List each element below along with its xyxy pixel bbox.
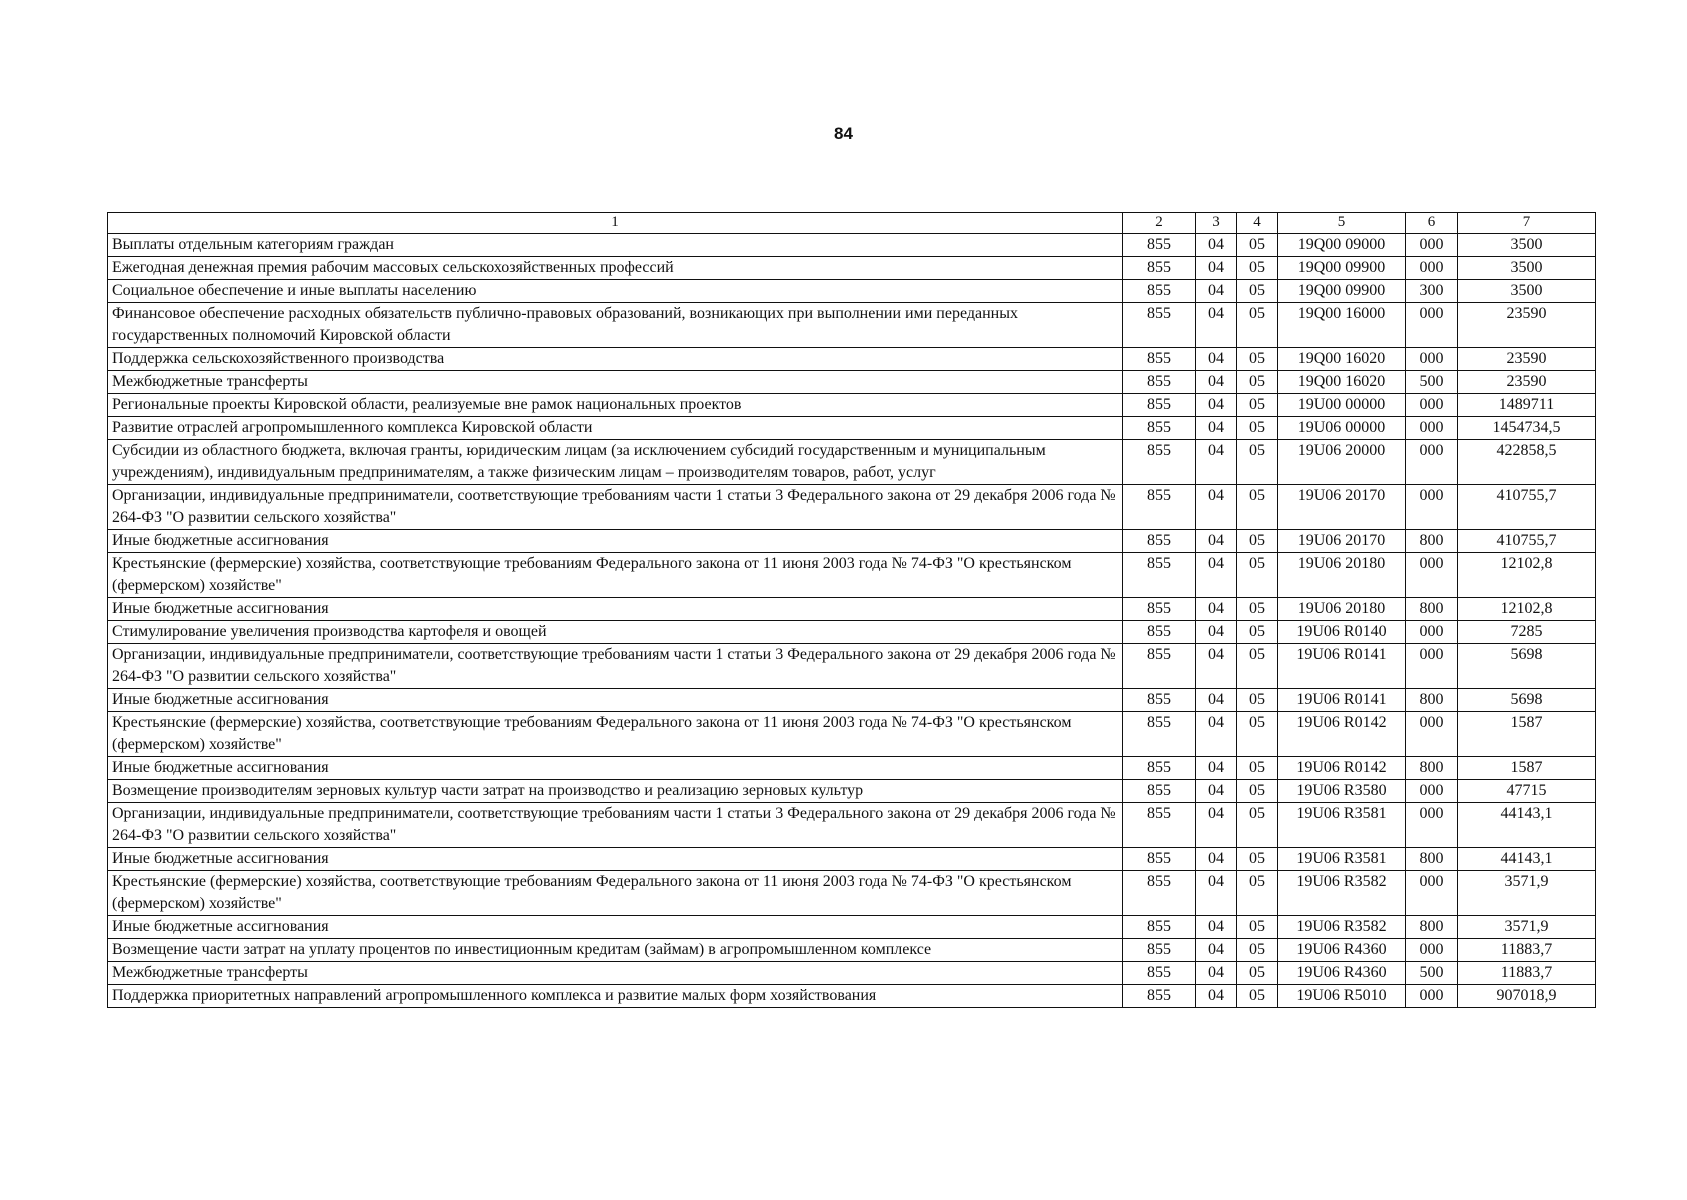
chapter-code-cell: 855	[1123, 780, 1196, 803]
expense-type-cell: 000	[1406, 621, 1458, 644]
expense-type-cell: 000	[1406, 417, 1458, 440]
section-code-cell: 04	[1196, 348, 1237, 371]
row-name-cell: Поддержка сельскохозяйственного производства	[108, 348, 1123, 371]
table-row	[108, 962, 1596, 985]
chapter-code-cell: 855	[1123, 916, 1196, 939]
target-article-cell: 19U06 R5010	[1278, 985, 1406, 1008]
table-row	[108, 757, 1596, 780]
chapter-code-cell: 855	[1123, 757, 1196, 780]
table-row	[108, 280, 1596, 303]
expense-type-cell: 000	[1406, 780, 1458, 803]
section-code-cell: 04	[1196, 371, 1237, 394]
header-cell: 2	[1123, 213, 1196, 234]
section-code-cell: 04	[1196, 803, 1237, 848]
section-code-cell: 04	[1196, 780, 1237, 803]
target-article-cell: 19U06 20180	[1278, 598, 1406, 621]
expense-type-cell: 800	[1406, 848, 1458, 871]
section-code-cell: 04	[1196, 598, 1237, 621]
row-name-cell: Иные бюджетные ассигнования	[108, 916, 1123, 939]
target-article-cell: 19U06 R0142	[1278, 757, 1406, 780]
subsection-code-cell: 05	[1237, 621, 1278, 644]
row-name-cell: Иные бюджетные ассигнования	[108, 848, 1123, 871]
header-cell: 3	[1196, 213, 1237, 234]
section-code-cell: 04	[1196, 530, 1237, 553]
row-name-cell: Межбюджетные трансферты	[108, 962, 1123, 985]
table-row	[108, 780, 1596, 803]
subsection-code-cell: 05	[1237, 348, 1278, 371]
table-row	[108, 257, 1596, 280]
section-code-cell: 04	[1196, 394, 1237, 417]
section-code-cell: 04	[1196, 985, 1237, 1008]
table-header-row	[108, 213, 1596, 234]
row-name-cell: Ежегодная денежная премия рабочим массовых сельскохозяйственных профессий	[108, 257, 1123, 280]
amount-cell: 3571,9	[1458, 916, 1596, 939]
expense-type-cell: 000	[1406, 348, 1458, 371]
table-row	[108, 871, 1596, 916]
amount-cell: 1454734,5	[1458, 417, 1596, 440]
page-number: 84	[834, 124, 853, 143]
row-name-cell: Иные бюджетные ассигнования	[108, 530, 1123, 553]
subsection-code-cell: 05	[1237, 394, 1278, 417]
amount-cell: 47715	[1458, 780, 1596, 803]
expense-type-cell: 300	[1406, 280, 1458, 303]
expense-type-cell: 000	[1406, 553, 1458, 598]
target-article-cell: 19U06 R3581	[1278, 803, 1406, 848]
amount-cell: 44143,1	[1458, 803, 1596, 848]
subsection-code-cell: 05	[1237, 985, 1278, 1008]
chapter-code-cell: 855	[1123, 348, 1196, 371]
section-code-cell: 04	[1196, 939, 1237, 962]
amount-cell: 410755,7	[1458, 485, 1596, 530]
amount-cell: 907018,9	[1458, 985, 1596, 1008]
row-name-cell: Социальное обеспечение и иные выплаты населению	[108, 280, 1123, 303]
amount-cell: 11883,7	[1458, 962, 1596, 985]
chapter-code-cell: 855	[1123, 417, 1196, 440]
expense-type-cell: 000	[1406, 871, 1458, 916]
subsection-code-cell: 05	[1237, 485, 1278, 530]
amount-cell: 11883,7	[1458, 939, 1596, 962]
chapter-code-cell: 855	[1123, 962, 1196, 985]
table-row	[108, 371, 1596, 394]
chapter-code-cell: 855	[1123, 939, 1196, 962]
expense-type-cell: 800	[1406, 757, 1458, 780]
expense-type-cell: 000	[1406, 440, 1458, 485]
row-name-cell: Стимулирование увеличения производства картофеля и овощей	[108, 621, 1123, 644]
table-row	[108, 417, 1596, 440]
amount-cell: 23590	[1458, 348, 1596, 371]
amount-cell: 410755,7	[1458, 530, 1596, 553]
subsection-code-cell: 05	[1237, 712, 1278, 757]
amount-cell: 3500	[1458, 280, 1596, 303]
subsection-code-cell: 05	[1237, 939, 1278, 962]
section-code-cell: 04	[1196, 440, 1237, 485]
chapter-code-cell: 855	[1123, 871, 1196, 916]
target-article-cell: 19Q00 16000	[1278, 303, 1406, 348]
expense-type-cell: 500	[1406, 962, 1458, 985]
row-name-cell: Поддержка приоритетных направлений агропромышленного комплекса и развитие малых форм хозяйствования	[108, 985, 1123, 1008]
table-row	[108, 939, 1596, 962]
target-article-cell: 19Q00 09000	[1278, 234, 1406, 257]
section-code-cell: 04	[1196, 303, 1237, 348]
subsection-code-cell: 05	[1237, 757, 1278, 780]
chapter-code-cell: 855	[1123, 848, 1196, 871]
chapter-code-cell: 855	[1123, 257, 1196, 280]
amount-cell: 1587	[1458, 757, 1596, 780]
subsection-code-cell: 05	[1237, 848, 1278, 871]
table-row	[108, 985, 1596, 1008]
table-row	[108, 848, 1596, 871]
chapter-code-cell: 855	[1123, 985, 1196, 1008]
row-name-cell: Крестьянские (фермерские) хозяйства, соответствующие требованиям Федерального закона от 11 июня 2003 года № 74-ФЗ "О крестьянском (фермерском) хозяйстве"	[108, 871, 1123, 916]
chapter-code-cell: 855	[1123, 689, 1196, 712]
expense-type-cell: 000	[1406, 234, 1458, 257]
target-article-cell: 19U06 20170	[1278, 530, 1406, 553]
header-cell: 6	[1406, 213, 1458, 234]
section-code-cell: 04	[1196, 234, 1237, 257]
table-row	[108, 303, 1596, 348]
header-cell: 5	[1278, 213, 1406, 234]
row-name-cell: Крестьянские (фермерские) хозяйства, соответствующие требованиям Федерального закона от 11 июня 2003 года № 74-ФЗ "О крестьянском (фермерском) хозяйстве"	[108, 712, 1123, 757]
row-name-cell: Межбюджетные трансферты	[108, 371, 1123, 394]
row-name-cell: Возмещение части затрат на уплату процентов по инвестиционным кредитам (займам) в агропромышленном комплексе	[108, 939, 1123, 962]
section-code-cell: 04	[1196, 848, 1237, 871]
expense-type-cell: 800	[1406, 916, 1458, 939]
row-name-cell: Крестьянские (фермерские) хозяйства, соответствующие требованиям Федерального закона от 11 июня 2003 года № 74-ФЗ "О крестьянском (фермерском) хозяйстве"	[108, 553, 1123, 598]
amount-cell: 44143,1	[1458, 848, 1596, 871]
chapter-code-cell: 855	[1123, 280, 1196, 303]
section-code-cell: 04	[1196, 916, 1237, 939]
expense-type-cell: 800	[1406, 530, 1458, 553]
subsection-code-cell: 05	[1237, 598, 1278, 621]
subsection-code-cell: 05	[1237, 916, 1278, 939]
subsection-code-cell: 05	[1237, 371, 1278, 394]
table-row	[108, 803, 1596, 848]
table-row	[108, 916, 1596, 939]
expense-type-cell: 000	[1406, 644, 1458, 689]
expense-type-cell: 000	[1406, 303, 1458, 348]
amount-cell: 12102,8	[1458, 598, 1596, 621]
target-article-cell: 19U06 R4360	[1278, 939, 1406, 962]
chapter-code-cell: 855	[1123, 803, 1196, 848]
amount-cell: 7285	[1458, 621, 1596, 644]
section-code-cell: 04	[1196, 962, 1237, 985]
chapter-code-cell: 855	[1123, 712, 1196, 757]
chapter-code-cell: 855	[1123, 303, 1196, 348]
table-row	[108, 553, 1596, 598]
section-code-cell: 04	[1196, 621, 1237, 644]
row-name-cell: Организации, индивидуальные предприниматели, соответствующие требованиям части 1 статьи 3 Федерального закона от 29 декабря 2006 года № 264-ФЗ "О развитии сельского хозяйства"	[108, 644, 1123, 689]
target-article-cell: 19U06 20000	[1278, 440, 1406, 485]
row-name-cell: Организации, индивидуальные предприниматели, соответствующие требованиям части 1 статьи 3 Федерального закона от 29 декабря 2006 года № 264-ФЗ "О развитии сельского хозяйства"	[108, 803, 1123, 848]
table-row	[108, 348, 1596, 371]
target-article-cell: 19Q00 16020	[1278, 348, 1406, 371]
amount-cell: 12102,8	[1458, 553, 1596, 598]
chapter-code-cell: 855	[1123, 485, 1196, 530]
subsection-code-cell: 05	[1237, 417, 1278, 440]
amount-cell: 5698	[1458, 644, 1596, 689]
row-name-cell: Иные бюджетные ассигнования	[108, 598, 1123, 621]
subsection-code-cell: 05	[1237, 553, 1278, 598]
subsection-code-cell: 05	[1237, 803, 1278, 848]
subsection-code-cell: 05	[1237, 234, 1278, 257]
section-code-cell: 04	[1196, 712, 1237, 757]
row-name-cell: Выплаты отдельным категориям граждан	[108, 234, 1123, 257]
expense-type-cell: 000	[1406, 985, 1458, 1008]
target-article-cell: 19U06 20180	[1278, 553, 1406, 598]
row-name-cell: Иные бюджетные ассигнования	[108, 689, 1123, 712]
table-row	[108, 621, 1596, 644]
table-row	[108, 712, 1596, 757]
target-article-cell: 19Q00 16020	[1278, 371, 1406, 394]
subsection-code-cell: 05	[1237, 962, 1278, 985]
table-row	[108, 440, 1596, 485]
chapter-code-cell: 855	[1123, 234, 1196, 257]
target-article-cell: 19U06 R3580	[1278, 780, 1406, 803]
subsection-code-cell: 05	[1237, 644, 1278, 689]
amount-cell: 3500	[1458, 257, 1596, 280]
header-cell: 1	[108, 213, 1123, 234]
chapter-code-cell: 855	[1123, 371, 1196, 394]
table-row	[108, 598, 1596, 621]
subsection-code-cell: 05	[1237, 871, 1278, 916]
expense-type-cell: 500	[1406, 371, 1458, 394]
header-cell: 7	[1458, 213, 1596, 234]
subsection-code-cell: 05	[1237, 303, 1278, 348]
amount-cell: 5698	[1458, 689, 1596, 712]
table-row	[108, 644, 1596, 689]
target-article-cell: 19Q00 09900	[1278, 280, 1406, 303]
amount-cell: 422858,5	[1458, 440, 1596, 485]
chapter-code-cell: 855	[1123, 621, 1196, 644]
expense-type-cell: 000	[1406, 939, 1458, 962]
section-code-cell: 04	[1196, 871, 1237, 916]
row-name-cell: Финансовое обеспечение расходных обязательств публично-правовых образований, возникающих при выполнении ими переданных государственных полномочий Кировской области	[108, 303, 1123, 348]
subsection-code-cell: 05	[1237, 530, 1278, 553]
amount-cell: 23590	[1458, 371, 1596, 394]
target-article-cell: 19U00 00000	[1278, 394, 1406, 417]
subsection-code-cell: 05	[1237, 440, 1278, 485]
expense-type-cell: 800	[1406, 689, 1458, 712]
chapter-code-cell: 855	[1123, 530, 1196, 553]
chapter-code-cell: 855	[1123, 440, 1196, 485]
amount-cell: 3571,9	[1458, 871, 1596, 916]
table-body	[108, 213, 1596, 1008]
subsection-code-cell: 05	[1237, 280, 1278, 303]
row-name-cell: Организации, индивидуальные предприниматели, соответствующие требованиям части 1 статьи 3 Федерального закона от 29 декабря 2006 года № 264-ФЗ "О развитии сельского хозяйства"	[108, 485, 1123, 530]
target-article-cell: 19U06 R3581	[1278, 848, 1406, 871]
section-code-cell: 04	[1196, 553, 1237, 598]
table-row	[108, 530, 1596, 553]
target-article-cell: 19U06 R0141	[1278, 644, 1406, 689]
target-article-cell: 19U06 R3582	[1278, 916, 1406, 939]
amount-cell: 23590	[1458, 303, 1596, 348]
expense-type-cell: 000	[1406, 257, 1458, 280]
amount-cell: 1489711	[1458, 394, 1596, 417]
header-cell: 4	[1237, 213, 1278, 234]
row-name-cell: Региональные проекты Кировской области, реализуемые вне рамок национальных проектов	[108, 394, 1123, 417]
target-article-cell: 19U06 R3582	[1278, 871, 1406, 916]
row-name-cell: Возмещение производителям зерновых культур части затрат на производство и реализацию зерновых культур	[108, 780, 1123, 803]
section-code-cell: 04	[1196, 689, 1237, 712]
target-article-cell: 19Q00 09900	[1278, 257, 1406, 280]
target-article-cell: 19U06 20170	[1278, 485, 1406, 530]
section-code-cell: 04	[1196, 644, 1237, 689]
subsection-code-cell: 05	[1237, 689, 1278, 712]
target-article-cell: 19U06 00000	[1278, 417, 1406, 440]
chapter-code-cell: 855	[1123, 394, 1196, 417]
chapter-code-cell: 855	[1123, 598, 1196, 621]
section-code-cell: 04	[1196, 417, 1237, 440]
table-row	[108, 394, 1596, 417]
row-name-cell: Иные бюджетные ассигнования	[108, 757, 1123, 780]
expense-type-cell: 000	[1406, 712, 1458, 757]
expense-type-cell: 000	[1406, 485, 1458, 530]
target-article-cell: 19U06 R4360	[1278, 962, 1406, 985]
budget-table	[107, 212, 1596, 1008]
table-row	[108, 234, 1596, 257]
section-code-cell: 04	[1196, 280, 1237, 303]
subsection-code-cell: 05	[1237, 257, 1278, 280]
section-code-cell: 04	[1196, 257, 1237, 280]
expense-type-cell: 000	[1406, 394, 1458, 417]
chapter-code-cell: 855	[1123, 644, 1196, 689]
section-code-cell: 04	[1196, 757, 1237, 780]
table-row	[108, 689, 1596, 712]
amount-cell: 1587	[1458, 712, 1596, 757]
row-name-cell: Развитие отраслей агропромышленного комплекса Кировской области	[108, 417, 1123, 440]
table-row	[108, 485, 1596, 530]
chapter-code-cell: 855	[1123, 553, 1196, 598]
expense-type-cell: 800	[1406, 598, 1458, 621]
subsection-code-cell: 05	[1237, 780, 1278, 803]
row-name-cell: Субсидии из областного бюджета, включая гранты, юридическим лицам (за исключением субсидий государственным и муниципальным учреждениям), индивидуальным предпринимателям, а также физическим лицам – производителям товаров, работ, услуг	[108, 440, 1123, 485]
target-article-cell: 19U06 R0142	[1278, 712, 1406, 757]
section-code-cell: 04	[1196, 485, 1237, 530]
target-article-cell: 19U06 R0141	[1278, 689, 1406, 712]
target-article-cell: 19U06 R0140	[1278, 621, 1406, 644]
expense-type-cell: 000	[1406, 803, 1458, 848]
amount-cell: 3500	[1458, 234, 1596, 257]
